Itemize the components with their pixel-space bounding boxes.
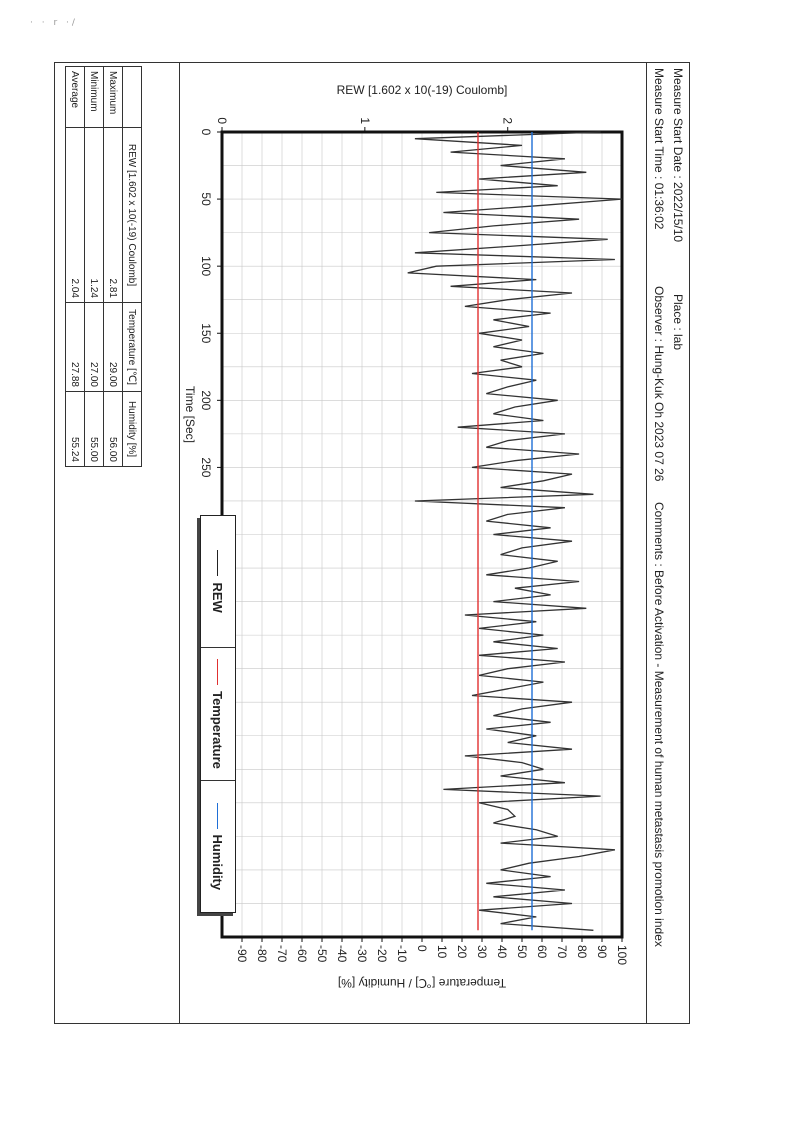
x-axis-label: Time [Sec] xyxy=(183,386,197,443)
observer-label: Observer : Hung-Kuk Oh 2023 07 26 xyxy=(652,286,666,482)
stats-header-temperature: Temperature [℃] xyxy=(123,303,142,392)
y-right-tick-label: -60 xyxy=(295,945,309,963)
stats-cell-temperature: 29.00 xyxy=(104,303,123,392)
y-right-tick-label: 40 xyxy=(495,945,509,959)
y-right-tick-label: -20 xyxy=(375,945,389,963)
measure-start-time: Measure Start Time : 01:36:02 xyxy=(652,68,666,230)
series-line-rew xyxy=(408,132,622,930)
chart-legend xyxy=(200,515,236,913)
y-left-tick-label: 0 xyxy=(215,117,229,124)
series-layer xyxy=(408,132,622,930)
stats-cell-humidity: 55.24 xyxy=(66,392,85,467)
legend-line-rew xyxy=(218,550,219,576)
y-right-tick-label: -50 xyxy=(315,945,329,963)
x-tick-label: 200 xyxy=(199,390,213,411)
y-right-tick-label: -90 xyxy=(235,945,249,963)
stats-cell-rew: 2.04 xyxy=(66,128,85,303)
stats-table xyxy=(65,66,142,467)
chart-svg xyxy=(54,62,690,1024)
tick-layer xyxy=(199,117,629,965)
legend-label-temperature: Temperature xyxy=(210,691,226,769)
stats-header-rew: REW [1.602 x 10(-19) Coulomb] xyxy=(123,128,142,303)
y-right-tick-label: 80 xyxy=(575,945,589,959)
place-label: Place : lab xyxy=(671,294,685,351)
y-right-tick-label: 70 xyxy=(555,945,569,959)
y-right-tick-label: 20 xyxy=(455,945,469,959)
legend-item-temperature xyxy=(201,648,235,780)
stats-header-blank xyxy=(123,67,142,128)
legend-line-temperature xyxy=(218,659,219,685)
y-right-tick-label: -10 xyxy=(395,945,409,963)
y-right-tick-label: 60 xyxy=(535,945,549,959)
y-right-tick-label: 0 xyxy=(415,945,429,952)
x-tick-label: 50 xyxy=(199,192,213,206)
stats-header-humidity: Humidity [%] xyxy=(123,392,142,467)
stats-cell-humidity: 56.00 xyxy=(104,392,123,467)
stats-row-label: Minimum xyxy=(85,67,104,128)
legend-label-rew: REW xyxy=(210,582,226,613)
y-right-tick-label: -70 xyxy=(275,945,289,963)
legend-label-humidity: Humidity xyxy=(210,834,226,891)
y-right-tick-label: -80 xyxy=(255,945,269,963)
stats-header-row xyxy=(123,67,142,467)
y-right-tick-label: 30 xyxy=(475,945,489,959)
y-left-tick-label: 1 xyxy=(357,117,372,124)
legend-item-humidity xyxy=(201,781,235,912)
comments-label: Comments : Before Activation - Measurement of human metastasis promotion index xyxy=(652,502,666,947)
stats-cell-rew: 2.81 xyxy=(104,128,123,303)
y-right-tick-label: 50 xyxy=(515,945,529,959)
y-right-tick-label: 90 xyxy=(595,945,609,959)
y-left-axis-label: REW [1.602 x 10(-19) Coulomb] xyxy=(336,83,508,97)
stats-row-label: Average xyxy=(66,67,85,128)
section-divider xyxy=(179,62,180,1024)
y-left-tick-label: 2 xyxy=(500,117,515,124)
stats-row-minimum xyxy=(85,67,104,467)
stats-cell-temperature: 27.00 xyxy=(85,303,104,392)
x-tick-label: 0 xyxy=(199,128,213,136)
stats-row-average xyxy=(66,67,85,467)
y-right-tick-label: -40 xyxy=(335,945,349,963)
measure-start-date: Measure Start Date : 2022/15/10 xyxy=(671,68,685,243)
x-tick-label: 150 xyxy=(199,323,213,344)
stats-row-maximum xyxy=(104,67,123,467)
x-tick-label: 250 xyxy=(199,457,213,478)
y-right-tick-label: 10 xyxy=(435,945,449,959)
y-right-axis-label: Temperature [℃] / Humidity [%] xyxy=(337,976,507,990)
stats-cell-rew: 1.24 xyxy=(85,128,104,303)
stats-cell-temperature: 27.88 xyxy=(66,303,85,392)
y-right-tick-label: -30 xyxy=(355,945,369,963)
x-tick-label: 100 xyxy=(199,256,213,277)
stats-row-label: Maximum xyxy=(104,67,123,128)
y-right-tick-label: 100 xyxy=(615,945,629,966)
rotated-report xyxy=(54,62,690,1024)
stats-cell-humidity: 55.00 xyxy=(85,392,104,467)
legend-item-rew xyxy=(201,516,235,648)
legend-line-humidity xyxy=(218,803,219,829)
scan-mark: · · r ·/ xyxy=(30,18,78,28)
